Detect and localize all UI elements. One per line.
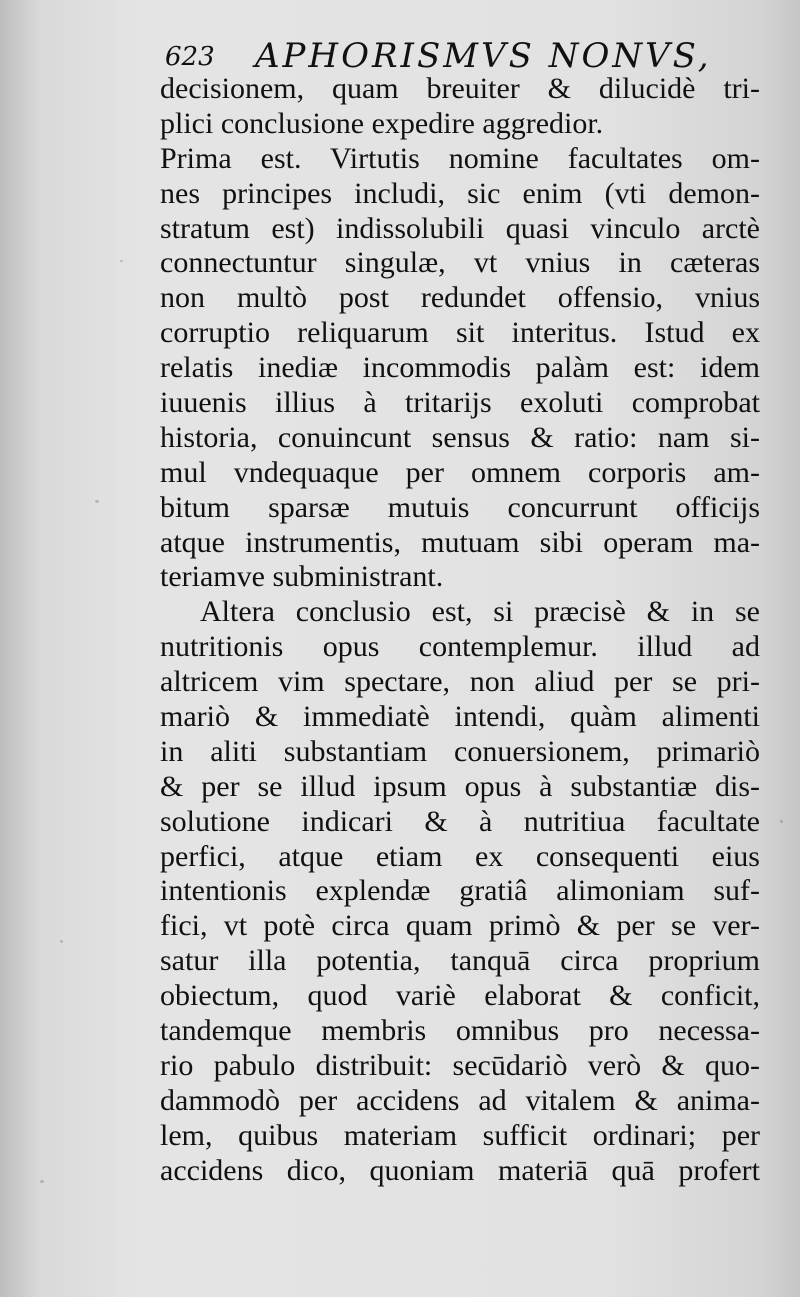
text-line: iuuenis illius à tritarijs exoluti comprobat <box>160 386 760 420</box>
text-line: stratum est) indissolubili quasi vinculo arctè <box>160 211 760 245</box>
text-line: Prima est. Virtutis nomine facultates om- <box>160 141 760 175</box>
paper-speck <box>60 940 63 943</box>
text-line: non multò post redundet offensio, vnius <box>160 281 760 315</box>
text-line: & per se illud ipsum opus à substantiæ dis- <box>160 769 760 803</box>
text-line: intentionis explendæ gratiâ alimoniam suf- <box>160 874 760 908</box>
paper-speck <box>120 260 123 262</box>
text-line: decisionem, quam breuiter & dilucidè tri- <box>160 72 760 105</box>
text-line: plici conclusione expedire aggredior. <box>160 106 604 140</box>
text-line: bitum sparsæ mutuis concurrunt officijs <box>160 490 760 524</box>
text-line: atque instrumentis, mutuam sibi operam ma- <box>160 525 760 559</box>
text-line: in aliti substantiam conuersionem, primariò <box>160 734 760 768</box>
text-line: altricem vim spectare, non aliud per se pri- <box>160 665 760 699</box>
paper-speck <box>95 500 99 503</box>
running-head: APHORISMVS NONVS, <box>255 36 712 76</box>
text-line: lem, quibus materiam sufficit ordinari; per <box>160 1118 760 1152</box>
text-line: Altera conclusio est, si præcisè & in se <box>200 595 760 629</box>
text-line: perfici, atque etiam ex consequenti eius <box>160 839 760 873</box>
text-line: dammodò per accidens ad vitalem & anima- <box>160 1083 760 1117</box>
paper-speck <box>780 820 783 823</box>
paper-speck <box>40 1180 44 1183</box>
text-line: rio pabulo distribuit: secūdariò verò & quo- <box>160 1048 760 1082</box>
text-line: historia, conuincunt sensus & ratio: nam si- <box>160 420 760 454</box>
text-line: mariò & immediatè intendi, quàm alimenti <box>160 700 760 734</box>
text-line: nutritionis opus contemplemur. illud ad <box>160 630 760 664</box>
body-text <box>160 72 760 1189</box>
text-line: relatis inediæ incommodis palàm est: idem <box>160 351 760 385</box>
text-line: accidens dico, quoniam materiā quā profert <box>160 1153 760 1187</box>
page-number: 623 <box>165 42 215 72</box>
text-line: nes principes includi, sic enim (vti demon- <box>160 176 760 210</box>
text-line: solutione indicari & à nutritiua facultate <box>160 804 760 838</box>
text-line: mul vndequaque per omnem corporis am- <box>160 455 760 489</box>
text-line: teriamve subministrant. <box>160 560 444 594</box>
text-line: obiectum, quod variè elaborat & conficit, <box>160 979 760 1013</box>
text-line: satur illa potentia, tanquā circa proprium <box>160 944 760 978</box>
text-line: connectuntur singulæ, vt vnius in cæteras <box>160 246 760 280</box>
text-line: tandemque membris omnibus pro necessa- <box>160 1014 760 1048</box>
text-line: fici, vt potè circa quam primò & per se ver- <box>160 909 760 943</box>
text-line: corruptio reliquarum sit interitus. Istud ex <box>160 316 760 350</box>
